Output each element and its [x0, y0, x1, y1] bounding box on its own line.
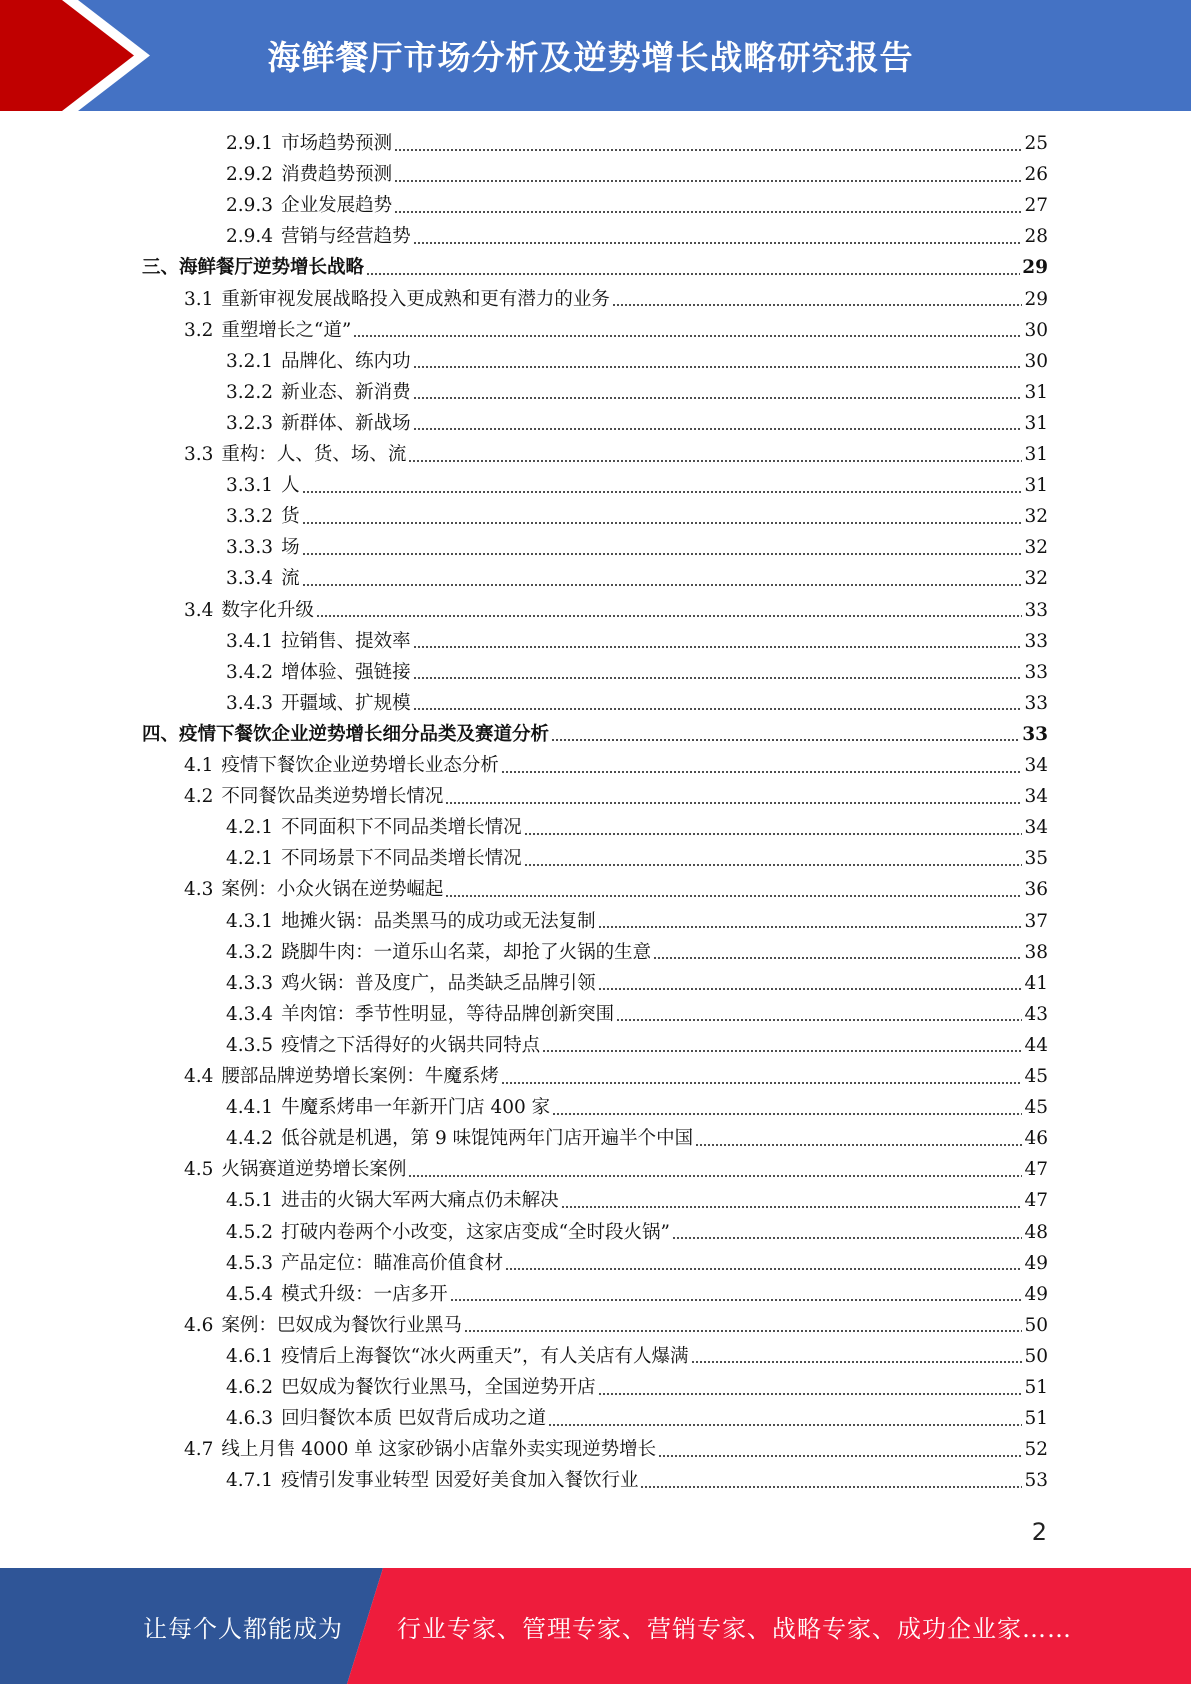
toc-entry-page: 47 [1024, 1159, 1048, 1181]
toc-entry-number: 4.4 [184, 1066, 214, 1087]
toc-entry-page: 31 [1024, 412, 1048, 434]
toc-entry-page: 45 [1024, 1066, 1048, 1087]
toc-entry-number: 4.4.2 [226, 1128, 274, 1150]
toc-entry-title: 流 [281, 568, 300, 590]
toc-entry[interactable] [226, 1403, 1048, 1434]
toc-entry-title: 人 [281, 475, 300, 497]
toc-dot-leader [413, 428, 1023, 430]
toc-entry-page: 31 [1024, 444, 1048, 465]
toc-entry-number: 4.4.1 [226, 1097, 274, 1119]
toc-dot-leader [413, 646, 1023, 648]
toc-entry[interactable] [226, 906, 1048, 937]
toc-entry[interactable] [184, 284, 1048, 315]
toc-entry-page: 32 [1024, 506, 1048, 528]
toc-entry-number: 4.5.4 [226, 1283, 274, 1305]
toc-entry-title: 不同场景下不同品类增长情况 [281, 848, 522, 870]
toc-entry-title: 模式升级：一店多开 [281, 1283, 448, 1305]
toc-entry-number: 3.4.3 [226, 692, 274, 714]
footer-slogan-left: 让每个人都能成为 [143, 1614, 343, 1643]
toc-entry-number: 4.3.4 [226, 1003, 274, 1025]
toc-entry-page: 32 [1024, 568, 1048, 590]
toc-entry[interactable] [226, 1465, 1048, 1496]
toc-dot-leader [302, 491, 1023, 493]
toc-entry-page: 37 [1024, 910, 1048, 932]
toc-dot-leader [413, 708, 1023, 710]
toc-entry-number: 3.2.1 [226, 350, 274, 372]
toc-dot-leader [394, 180, 1022, 182]
toc-entry-title: 鸡火锅：普及度广，品类缺乏品牌引领 [281, 972, 596, 994]
toc-entry-page: 30 [1024, 350, 1048, 372]
toc-entry-page: 48 [1024, 1221, 1048, 1243]
toc-dot-leader [413, 397, 1023, 399]
toc-entry-number: 4.5.1 [226, 1190, 274, 1212]
toc-entry-number: 4.2 [184, 786, 214, 808]
toc-entry-title: 羊肉馆：季节性明显，等待品牌创新突围 [281, 1003, 615, 1025]
toc-entry-page: 27 [1024, 195, 1048, 217]
toc-entry-number: 2.9.1 [226, 133, 274, 154]
toc-entry-number: 3.2.2 [226, 381, 274, 403]
toc-entry-number: 4.7.1 [226, 1470, 274, 1492]
toc-entry-number: 4.5 [184, 1159, 214, 1181]
toc-entry-page: 32 [1024, 537, 1048, 559]
toc-entry[interactable] [184, 1154, 1048, 1185]
toc-entry-title: 不同面积下不同品类增长情况 [281, 817, 522, 839]
toc-entry-page: 31 [1024, 381, 1048, 403]
toc-entry-title: 新群体、新战场 [281, 412, 411, 434]
toc-entry[interactable] [226, 937, 1048, 968]
toc-entry-page: 34 [1024, 817, 1048, 839]
toc-entry-page: 33 [1022, 723, 1048, 745]
toc-entry-title: 巴奴成为餐饮行业黑马，全国逆势开店 [281, 1377, 596, 1398]
toc-entry[interactable] [226, 1217, 1048, 1248]
toc-entry-page: 44 [1024, 1034, 1048, 1056]
toc-entry-number: 4.6 [184, 1314, 214, 1336]
toc-entry-page: 38 [1024, 941, 1048, 963]
toc-dot-leader [672, 1237, 1022, 1239]
toc-entry[interactable] [226, 501, 1048, 532]
toc-entry[interactable] [184, 439, 1048, 470]
toc-dot-leader [524, 864, 1023, 866]
toc-entry[interactable] [184, 1434, 1048, 1465]
toc-entry-title: 不同餐饮品类逆势增长情况 [221, 786, 444, 808]
toc-entry[interactable] [184, 1310, 1048, 1341]
toc-dot-leader [408, 460, 1022, 462]
toc-entry[interactable] [226, 812, 1048, 843]
toc-entry-number: 4.6.3 [226, 1408, 274, 1430]
document-title: 海鲜餐厅市场分析及逆势增长战略研究报告 [267, 38, 914, 77]
toc-entry-title: 企业发展趋势 [281, 195, 393, 217]
page-number: 2 [1031, 1518, 1047, 1546]
toc-entry-number: 2.9.3 [226, 195, 274, 217]
toc-entry-title: 市场趋势预测 [281, 133, 393, 154]
toc-entry-page: 50 [1024, 1345, 1048, 1367]
toc-entry-number: 2.9.4 [226, 226, 274, 248]
toc-entry-title: 增体验、强链接 [281, 661, 411, 683]
toc-entry-page: 45 [1024, 1097, 1048, 1119]
toc-dot-leader [464, 1330, 1023, 1332]
toc-dot-leader [408, 1175, 1022, 1177]
toc-entry-page: 28 [1024, 226, 1048, 248]
toc-entry-title: 货 [281, 506, 300, 528]
toc-entry-page: 35 [1024, 848, 1048, 870]
toc-entry-title: 疫情之下活得好的火锅共同特点 [281, 1034, 541, 1056]
toc-entry[interactable] [184, 315, 1048, 346]
toc-entry-page: 33 [1024, 630, 1048, 652]
toc-entry[interactable] [226, 1372, 1048, 1403]
toc-entry[interactable] [226, 346, 1048, 377]
toc-entry-page: 31 [1024, 475, 1048, 497]
toc-entry-number: 3.3.1 [226, 475, 274, 497]
toc-entry-page: 33 [1024, 661, 1048, 683]
toc-dot-leader [394, 211, 1022, 213]
toc-dot-leader [366, 273, 1020, 275]
toc-dot-leader [551, 739, 1020, 741]
header-arrow-icon [0, 0, 160, 111]
toc-entry[interactable] [226, 221, 1048, 252]
toc-entry-number: 4.3.5 [226, 1034, 274, 1056]
toc-entry-title: 地摊火锅：品类黑马的成功或无法复制 [281, 910, 596, 932]
footer-slogan-right: 行业专家、管理专家、营销专家、战略专家、成功企业家…… [397, 1614, 1072, 1643]
header-band [0, 0, 1191, 111]
toc-entry-number: 2.9.2 [226, 164, 274, 186]
toc-dot-leader [394, 149, 1022, 151]
toc-entry-number: 4.3.2 [226, 941, 274, 963]
toc-entry[interactable] [184, 781, 1048, 812]
toc-dot-leader [552, 1113, 1022, 1115]
toc-entry-number: 3.4.2 [226, 661, 274, 683]
toc-dot-leader [302, 553, 1023, 555]
toc-entry[interactable] [226, 626, 1048, 657]
toc-entry-page: 34 [1024, 755, 1048, 776]
toc-entry[interactable] [226, 843, 1048, 874]
toc-dot-leader [691, 1361, 1023, 1363]
toc-entry-title: 重新审视发展战略投入更成熟和更有潜力的业务 [221, 288, 610, 310]
toc-entry[interactable] [184, 595, 1048, 626]
toc-entry-page: 50 [1024, 1314, 1048, 1336]
toc-entry-number: 3.3.3 [226, 537, 274, 559]
toc-entry[interactable] [226, 190, 1048, 221]
toc-entry-number: 4.5.3 [226, 1252, 274, 1274]
toc-dot-leader [353, 335, 1022, 337]
toc-dot-leader [616, 1019, 1022, 1021]
toc-entry[interactable] [226, 999, 1048, 1030]
toc-dot-leader [598, 988, 1023, 990]
toc-entry[interactable] [142, 252, 1048, 283]
toc-entry[interactable] [226, 408, 1048, 439]
toc-entry[interactable] [226, 128, 1048, 159]
toc-entry-title: 疫情下餐饮企业逆势增长业态分析 [221, 755, 499, 776]
toc-dot-leader [445, 802, 1022, 804]
toc-entry-title: 火锅赛道逆势增长案例 [221, 1159, 407, 1181]
toc-entry-title: 新业态、新消费 [281, 381, 411, 403]
toc-entry-title: 重塑增长之“道” [221, 319, 352, 341]
toc-entry-title: 案例：小众火锅在逆势崛起 [221, 879, 444, 901]
toc-entry[interactable] [226, 532, 1048, 563]
toc-entry-number: 3.4 [184, 599, 214, 621]
toc-dot-leader [450, 1299, 1023, 1301]
toc-dot-leader [413, 677, 1023, 679]
toc-entry-page: 29 [1022, 257, 1048, 279]
toc-entry[interactable] [226, 563, 1048, 594]
toc-entry-number: 3.1 [184, 288, 214, 310]
toc-entry-title: 案例：巴奴成为餐饮行业黑马 [221, 1314, 462, 1336]
toc-entry-number: 3.2.3 [226, 412, 274, 434]
toc-entry-number: 4.5.2 [226, 1221, 274, 1243]
toc-entry-number: 3.4.1 [226, 630, 274, 652]
toc-entry-title: 四、疫情下餐饮企业逆势增长细分品类及赛道分析 [142, 723, 550, 745]
toc-entry-page: 34 [1024, 786, 1048, 808]
toc-entry-number: 4.3.1 [226, 910, 274, 932]
toc-entry-title: 回归餐饮本质 巴奴背后成功之道 [281, 1408, 546, 1430]
toc-dot-leader [640, 1486, 1022, 1488]
toc-entry-title: 疫情后上海餐饮“冰火两重天”，有人关店有人爆满 [281, 1345, 689, 1367]
toc-dot-leader [548, 1424, 1022, 1426]
toc-entry-title: 开疆域、扩规模 [281, 692, 411, 714]
toc-dot-leader [695, 1144, 1022, 1146]
toc-entry-number: 4.6.1 [226, 1345, 274, 1367]
toc-entry-page: 47 [1024, 1190, 1048, 1212]
toc-dot-leader [612, 304, 1023, 306]
toc-entry-number: 4.2.1 [226, 848, 274, 870]
toc-entry-page: 51 [1024, 1408, 1048, 1430]
toc-entry-number: 3.2 [184, 319, 214, 341]
toc-entry-page: 33 [1024, 599, 1048, 621]
toc-entry-page: 43 [1024, 1003, 1048, 1025]
toc-entry[interactable] [226, 470, 1048, 501]
toc-entry-title: 牛魔系烤串一年新开门店 400 家 [281, 1097, 551, 1119]
toc-entry-page: 53 [1024, 1470, 1048, 1492]
toc-dot-leader [598, 926, 1023, 928]
toc-entry-number: 4.1 [184, 755, 214, 776]
toc-entry-number: 4.2.1 [226, 817, 274, 839]
toc-entry-page: 52 [1024, 1439, 1048, 1461]
toc-entry-page: 36 [1024, 879, 1048, 901]
toc-entry-title: 低谷就是机遇，第 9 味馄饨两年门店开遍半个中国 [281, 1128, 694, 1150]
toc-entry-title: 打破内卷两个小改变，这家店变成“全时段火锅” [281, 1221, 670, 1243]
toc-entry[interactable] [226, 1030, 1048, 1061]
toc-entry[interactable] [226, 1341, 1048, 1372]
toc-dot-leader [501, 1082, 1023, 1084]
toc-entry[interactable] [226, 159, 1048, 190]
toc-dot-leader [524, 833, 1023, 835]
toc-entry[interactable] [226, 377, 1048, 408]
toc-entry[interactable] [226, 688, 1048, 719]
toc-entry-page: 25 [1024, 133, 1048, 154]
toc-dot-leader [316, 615, 1023, 617]
toc-entry[interactable] [226, 1185, 1048, 1216]
toc-entry[interactable] [184, 750, 1048, 781]
toc-dot-leader [653, 957, 1022, 959]
toc-dot-leader [413, 242, 1023, 244]
toc-entry[interactable] [226, 657, 1048, 688]
toc-entry-title: 线上月售 4000 单 这家砂锅小店靠外卖实现逆势增长 [221, 1439, 657, 1461]
toc-entry-page: 51 [1024, 1377, 1048, 1398]
toc-entry-page: 30 [1024, 319, 1048, 341]
toc-entry-number: 4.3 [184, 879, 214, 901]
toc-entry[interactable] [226, 968, 1048, 999]
toc-entry-number: 4.3.3 [226, 972, 274, 994]
toc-dot-leader [445, 895, 1022, 897]
toc-dot-leader [505, 1268, 1022, 1270]
toc-entry-number: 3.3 [184, 444, 214, 465]
toc-entry-title: 进击的火锅大军两大痛点仍未解决 [281, 1190, 559, 1212]
toc-entry[interactable] [226, 1123, 1048, 1154]
toc-dot-leader [561, 1206, 1023, 1208]
toc-dot-leader [501, 771, 1023, 773]
toc-entry-title: 数字化升级 [221, 599, 314, 621]
toc-dot-leader [302, 522, 1023, 524]
toc-entry-number: 4.7 [184, 1439, 214, 1461]
toc-entry[interactable] [184, 1061, 1048, 1092]
toc-entry-title: 产品定位：瞄准高价值食材 [281, 1252, 504, 1274]
toc-entry-page: 29 [1024, 288, 1048, 310]
toc-entry-page: 41 [1024, 972, 1048, 994]
toc-entry-title: 营销与经营趋势 [281, 226, 411, 248]
toc-entry-page: 26 [1024, 164, 1048, 186]
toc-entry-title: 重构：人、货、场、流 [221, 444, 407, 465]
toc-entry[interactable] [142, 719, 1048, 750]
toc-entry[interactable] [226, 1279, 1048, 1310]
toc-entry-title: 疫情引发事业转型 因爱好美食加入餐饮行业 [281, 1470, 639, 1492]
toc-entry-page: 49 [1024, 1283, 1048, 1305]
toc-dot-leader [598, 1393, 1023, 1395]
toc-entry-page: 49 [1024, 1252, 1048, 1274]
toc-entry-page: 46 [1024, 1128, 1048, 1150]
toc-entry-title: 腰部品牌逆势增长案例：牛魔系烤 [221, 1066, 499, 1087]
toc-entry-number: 3.3.2 [226, 506, 274, 528]
toc-entry-title: 拉销售、提效率 [281, 630, 411, 652]
toc-entry[interactable] [226, 1248, 1048, 1279]
toc-dot-leader [658, 1455, 1022, 1457]
toc-entry-title: 品牌化、练内功 [281, 350, 411, 372]
toc-dot-leader [542, 1050, 1022, 1052]
toc-entry[interactable] [184, 874, 1048, 905]
toc-entry-number: 4.6.2 [226, 1377, 274, 1398]
toc-entry-page: 33 [1024, 692, 1048, 714]
toc-entry-title: 三、海鲜餐厅逆势增长战略 [142, 257, 365, 279]
footer-band [0, 1568, 1191, 1684]
toc-entry-title: 消费趋势预测 [281, 164, 393, 186]
toc-entry-number: 3.3.4 [226, 568, 274, 590]
toc-entry[interactable] [226, 1092, 1048, 1123]
toc-entry-title: 跷脚牛肉：一道乐山名菜，却抢了火锅的生意 [281, 941, 652, 963]
toc-dot-leader [302, 584, 1023, 586]
toc-entry-title: 场 [281, 537, 300, 559]
toc-dot-leader [413, 366, 1023, 368]
